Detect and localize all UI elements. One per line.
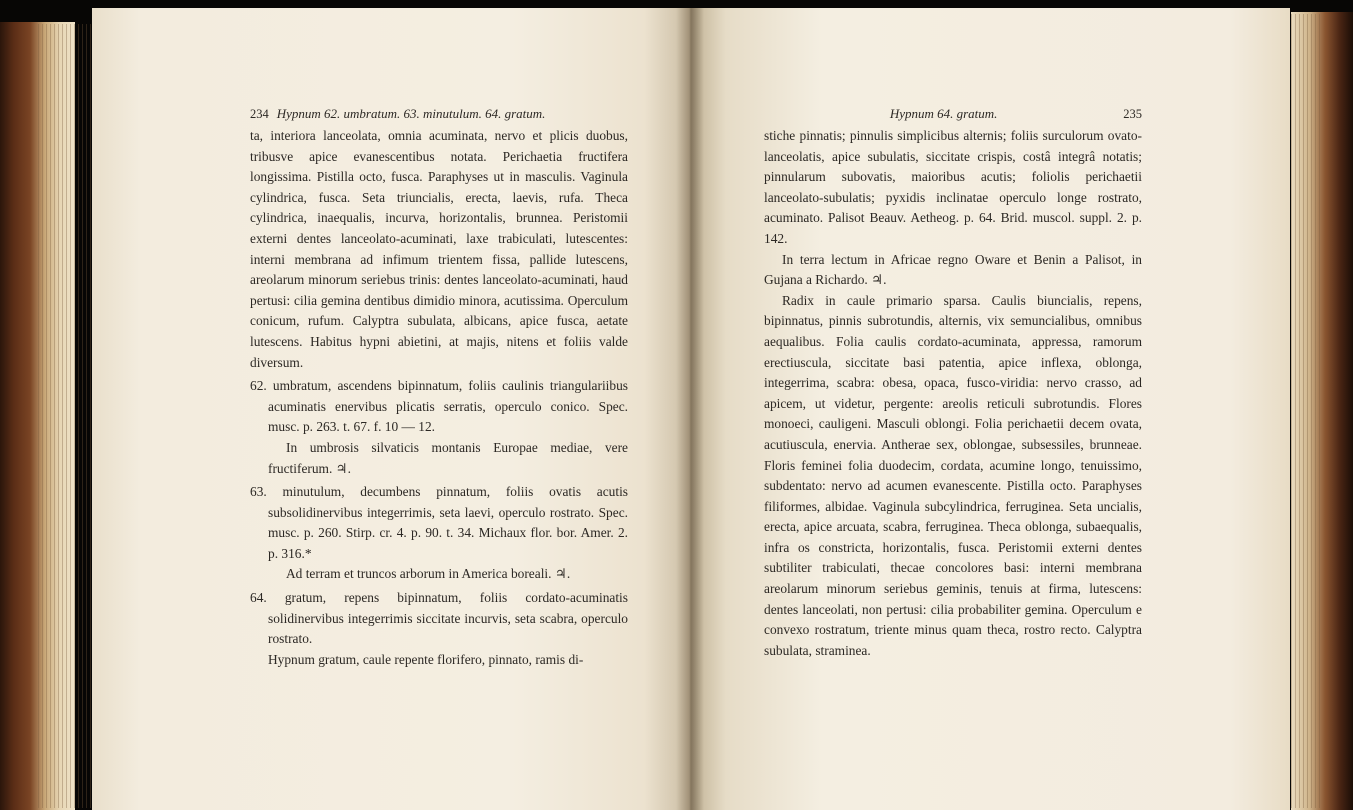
right-page-number: 235 [1123, 107, 1142, 121]
description-gratum: Radix in caule primario sparsa. Caulis biuncialis, repens, bipinnatus, pinnis subrotundis, alternis, vix semuncialibus, omnibus aequalibus. Folia caulis cordato-acuminata, appressa, ramorum erectiuscula, siccitate basi patentia, apice inflexa, oblonga, integerrima, scabra: obesa, opaca, fusco-viridia: nervo crasso, ad apicem, ut videtur, pergente: areolis reticuli subrotundis. Flores monoeci, cauligeni. Masculi oblongi. Folia perichaetii decem ovata, acutiuscula, enervia. Antherae sex, oblongae, subsessiles, brunneae. Floris feminei folia duodecim, cordata, acumine longo, tenuissimo, subdentato: nervo ad acumen evanescente. Pistilla octo. Paraphyses filiformes, albidae. Vaginula subcylindrica, ferruginea. Seta uncialis, erecta, apice arcuata, scabra, ferruginea. Theca oblonga, subaequalis, infra os constricta, horizontalis, fusca. Peristomii externi dentes subtiliter trabiculati, thecae concolores basi: interni membrana areolarum minorum seriebus geminis, tenuis at firma, lutescens: dentes lanceolati, non pertusi: cilia probabiliter gemina. Operculum e convexo rostratum, triente minus quam theca, rostro recto. Calyptra subulata, straminea. [764, 292, 1142, 658]
habitat-gratum: In terra lectum in Africae regno Oware et Benin a Palisot, in Gujana a Richardo. ♃. [764, 251, 1142, 288]
species-entry-gratum: 64. gratum, repens bipinnatum, foliis cordato-acuminatis solidinervibus integerrimis siccitate incurvis, seta scabra, operculo rostrato. [250, 590, 628, 647]
description-continuation: ta, interiora lanceolata, omnia acuminata, nervo et plicis duobus, tribusve apice evanescentibus notata. Perichaetia fructifera longissima. Pistilla octo, fusca. Paraphyses ut in masculis. Vaginula cylindrica, fusca. Seta triuncialis, erecta, laevis, rufa. Theca cylindrica, inaequalis, incurva, horizontalis, brunnea. Peristomii externi dentes lanceolato-acuminati, laxe trabiculati, lutescentes: interni membrana ad infimum trientem fissa, pallide lutescens, areolarum minorum seriebus trinis: dentes lanceolato-acuminati, haud pertusi: cilia gemina dentibus dimidio minora, acutissima. Operculum conicum, rufum. Calyptra subulata, albicans, apice fusca, aetate lutescens. Habitus hypni abietini, at majis, nitens et foliis valde diversum. [250, 128, 628, 370]
right-page-text [764, 104, 1142, 661]
right-running-header [764, 104, 1142, 126]
right-running-title: Hypnum 64. gratum. [889, 106, 998, 121]
left-page-text [250, 104, 628, 670]
species-entry-minutulum: 63. minutulum, decumbens pinnatum, foliis ovatis acutis subsolidinervibus integerrimis, seta laevi, operculo rostrato. Spec. musc. p. 260. Stirp. cr. 4. p. 90. t. 34. Michaux flor. bor. Amer. 2. p. 316.* [250, 484, 628, 561]
habitat-umbratum: In umbrosis silvaticis montanis Europae mediae, vere fructiferum. ♃. [268, 439, 628, 476]
left-page-edge-lines [38, 24, 98, 808]
habitat-minutulum: Ad terram et truncos arborum in America boreali. ♃. [286, 566, 571, 582]
synonym-gratum-start: Hypnum gratum, caule repente florifero, pinnato, ramis di- [268, 651, 584, 667]
left-page-number: 234 [250, 107, 269, 121]
book-gutter [676, 8, 704, 810]
species-entry-umbratum: 62. umbratum, ascendens bipinnatum, foliis caulinis triangulariibus acuminatis enervibus plicatis serratis, operculo conico. Spec. musc. p. 263. t. 67. f. 10 — 12. [250, 378, 628, 435]
left-running-header [250, 104, 628, 126]
left-running-title: Hypnum 62. umbratum. 63. minutulum. 64. gratum. [276, 106, 546, 121]
synonym-gratum-continuation: stiche pinnatis; pinnulis simplicibus alternis; foliis surculorum ovato-lanceolatis, apice subulatis, siccitate crispis, costâ integrâ notatis; pinnularum subovatis, maioribus acutis; foliolis perichaetii lanceolato-subulatis; pyxidis inclinatae operculo longe rostrato, acuminato. Palisot Beauv. Aetheog. p. 64. Brid. muscol. suppl. 2. p. 142. [764, 128, 1142, 246]
